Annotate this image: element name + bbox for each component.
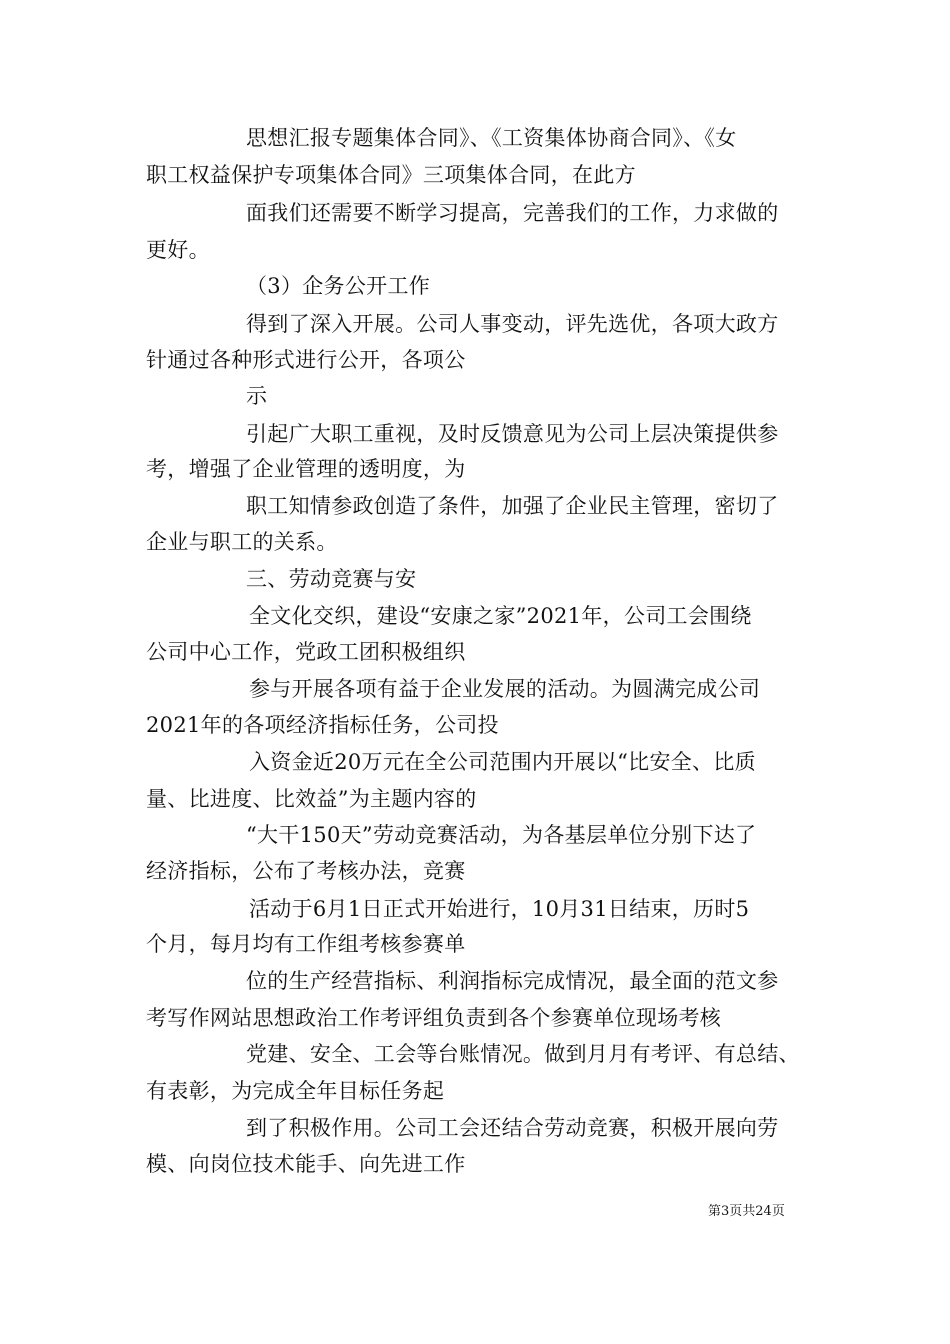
section-heading: （3）企务公开工作 — [246, 274, 431, 298]
text-line: 参与开展各项有益于企业发展的活动。为圆满完成公司 — [249, 677, 761, 701]
text-line: 入资金近20万元在全公司范围内开展以“比安全、比质 — [249, 750, 756, 774]
text-line: 模、向岗位技术能手、向先进工作 — [146, 1152, 466, 1176]
text-line: 职工知情参政创造了条件，加强了企业民主管理，密切了 — [246, 494, 779, 518]
text-line: 考写作网站思想政治工作考评组负责到各个参赛单位现场考核 — [146, 1006, 722, 1030]
section-heading: 三、劳动竞赛与安 — [246, 567, 417, 591]
text-line: 示 — [246, 384, 268, 408]
text-line: 公司中心工作，党政工团积极组织 — [146, 640, 466, 664]
text-line: 全文化交织，建设“安康之家”2021年，公司工会围绕 — [249, 604, 752, 628]
page-number: 第3页共24页 — [708, 1204, 785, 1219]
text-line: 企业与职工的关系。 — [146, 530, 338, 554]
text-line: “大干150天”劳动竞赛活动，为各基层单位分别下达了 — [246, 823, 757, 847]
text-line: 针通过各种形式进行公开，各项公 — [146, 348, 466, 372]
text-line: 活动于6月1日正式开始进行，10月31日结束，历时5 — [249, 897, 750, 921]
text-line: 思想汇报专题集体合同》、《工资集体协商合同》、《女 — [246, 126, 737, 150]
text-line: 量、比进度、比效益”为主题内容的 — [146, 787, 477, 811]
text-line: 考，增强了企业管理的透明度，为 — [146, 457, 466, 481]
text-line: 得到了深入开展。公司人事变动，评先选优，各项大政方 — [246, 312, 779, 336]
text-line: 2021年的各项经济指标任务，公司投 — [146, 713, 499, 737]
text-line: 引起广大职工重视，及时反馈意见为公司上层决策提供参 — [246, 422, 779, 446]
text-line: 个月，每月均有工作组考核参赛单 — [146, 932, 466, 956]
text-line: 到了积极作用。公司工会还结合劳动竞赛，积极开展向劳 — [246, 1116, 779, 1140]
text-line: 更好。 — [146, 238, 210, 262]
text-line: 经济指标，公布了考核办法，竞赛 — [146, 859, 466, 883]
text-line: 位的生产经营指标、利润指标完成情况，最全面的范文参 — [246, 969, 779, 993]
text-line: 职工权益保护专项集体合同》三项集体合同，在此方 — [146, 163, 636, 187]
text-line: 有表彰，为完成全年目标任务起 — [146, 1079, 445, 1103]
text-line: 党建、安全、工会等台账情况。做到月月有考评、有总结、 — [246, 1042, 800, 1066]
text-line: 面我们还需要不断学习提高，完善我们的工作，力求做的 — [246, 201, 779, 225]
